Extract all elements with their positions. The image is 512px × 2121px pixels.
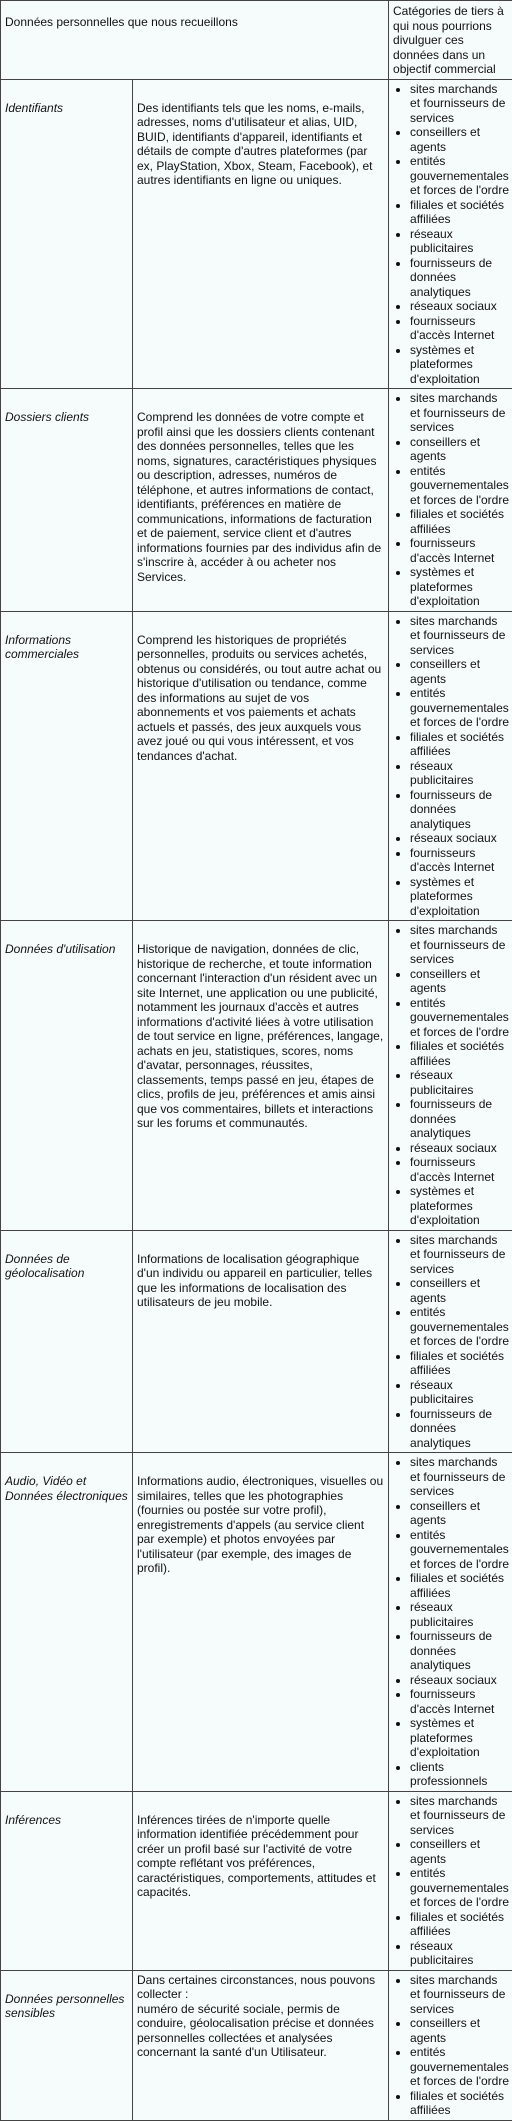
recipient-item: • entités gouvernementales et forces de l'ordre — [410, 154, 510, 198]
recipient-item: • conseillers et agents — [410, 125, 510, 154]
recipient-item: • entités gouvernementales et forces de l'ordre — [410, 996, 510, 1040]
recipient-list — [393, 1973, 510, 2118]
recipient-item: • entités gouvernementales et forces de l'ordre — [410, 464, 510, 508]
recipient-list-cell — [389, 79, 512, 389]
recipient-item: • fournisseurs d'accès Internet — [410, 536, 510, 565]
recipient-list — [393, 1794, 510, 1968]
recipient-item: • conseillers et agents — [410, 1276, 510, 1305]
recipient-item: • fournisseurs d'accès Internet — [410, 1155, 510, 1184]
recipient-item: • fournisseurs de données analytiques — [410, 256, 510, 300]
table-header-row — [1, 1, 512, 80]
recipient-list-cell — [389, 1970, 512, 2120]
recipient-item: • fournisseurs d'accès Internet — [410, 314, 510, 343]
data-category: Informations commerciales — [1, 611, 133, 921]
table-row — [1, 1230, 512, 1453]
data-description: Informations audio, électroniques, visuelles ou similaires, telles que les photographies (fournies ou postée sur votre profil), enregistrements d'appels (au service client par exemple) et photos envoyées par l'utilisateur (par exemple, des images de profil). — [133, 1453, 389, 1792]
recipient-item: • fournisseurs d'accès Internet — [410, 846, 510, 875]
recipient-item: • réseaux publicitaires — [410, 1939, 510, 1968]
recipient-item: • fournisseurs de données analytiques — [410, 1097, 510, 1141]
recipient-item: • filiales et sociétés affiliées — [410, 730, 510, 759]
recipient-item: • conseillers et agents — [410, 1499, 510, 1528]
recipient-list — [393, 1455, 510, 1789]
data-category: Inférences — [1, 1791, 133, 1970]
recipient-item: • réseaux sociaux — [410, 1673, 510, 1688]
recipient-item: • réseaux sociaux — [410, 831, 510, 846]
recipient-list-cell — [389, 389, 512, 612]
table-row — [1, 1791, 512, 1970]
recipient-item: • entités gouvernementales et forces de l'ordre — [410, 1866, 510, 1910]
recipient-item: • entités gouvernementales et forces de l'ordre — [410, 686, 510, 730]
recipient-item: • sites marchands et fournisseurs de services — [410, 1973, 510, 2017]
recipient-item: • entités gouvernementales et forces de l'ordre — [410, 2045, 510, 2089]
table-row — [1, 79, 512, 389]
recipient-item: • systèmes et plateformes d'exploitation — [410, 565, 510, 609]
recipient-item: • conseillers et agents — [410, 967, 510, 996]
recipient-list — [393, 923, 510, 1228]
recipient-item: • fournisseurs de données analytiques — [410, 1407, 510, 1451]
recipient-item: • fournisseurs d'accès Internet — [410, 1687, 510, 1716]
recipient-item: • systèmes et plateformes d'exploitation — [410, 875, 510, 919]
data-category: Données personnelles sensibles — [1, 1970, 133, 2120]
recipient-item: • filiales et sociétés affiliées — [410, 507, 510, 536]
recipient-item: • sites marchands et fournisseurs de services — [410, 391, 510, 435]
data-description: Dans certaines circonstances, nous pouvons collecter : numéro de sécurité sociale, permis de conduire, géolocalisation précise et données personnelles collectées et analysées concernant la santé d'un Utilisateur. — [133, 1970, 389, 2120]
recipient-item: • conseillers et agents — [410, 435, 510, 464]
recipient-item: • systèmes et plateformes d'exploitation — [410, 1184, 510, 1228]
recipient-item: • sites marchands et fournisseurs de services — [410, 82, 510, 126]
recipient-item: • entités gouvernementales et forces de l'ordre — [410, 1528, 510, 1572]
table-row — [1, 611, 512, 921]
recipient-item: • sites marchands et fournisseurs de services — [410, 1794, 510, 1838]
recipient-list — [393, 391, 510, 609]
recipient-item: • réseaux publicitaires — [410, 227, 510, 256]
recipient-item: • réseaux sociaux — [410, 299, 510, 314]
recipient-list — [393, 82, 510, 387]
data-description: Historique de navigation, données de clic, historique de recherche, et toute information concernant l'interaction d'un résident avec un site Internet, une application ou une publicité, notamment les journaux d'accès et autres informations d'activité liées à votre utilisation de tout service en ligne, préférences, langage, achats en jeu, statistiques, scores, noms d'avatar, personnages, réussites, classements, temps passé en jeu, étapes de clics, profils de jeu, préférences et amis ainsi que vos commentaires, billets et interactions sur les forums et communautés. — [133, 921, 389, 1231]
recipient-item: • systèmes et plateformes d'exploitation — [410, 343, 510, 387]
recipient-item: • filiales et sociétés affiliées — [410, 1571, 510, 1600]
header-third-party-categories: Catégories de tiers à qui nous pourrions divulguer ces données dans un objectif commercial — [389, 1, 512, 80]
data-category: Audio, Vidéo et Données électroniques — [1, 1453, 133, 1792]
recipient-item: • fournisseurs de données analytiques — [410, 788, 510, 832]
data-category: Identifiants — [1, 79, 133, 389]
recipient-item: • réseaux publicitaires — [410, 759, 510, 788]
recipient-item: • conseillers et agents — [410, 657, 510, 686]
recipient-item: • conseillers et agents — [410, 1837, 510, 1866]
table-row — [1, 1453, 512, 1792]
data-description: Des identifiants tels que les noms, e-mails, adresses, noms d'utilisateur et alias, UID, BUID, identifiants d'appareil, identifiants et détails de compte d'autres plateformes (par ex, PlayStation, Xbox, Steam, Facebook), et autres identifiants en ligne ou uniques. — [133, 79, 389, 389]
recipient-item: • filiales et sociétés affiliées — [410, 198, 510, 227]
recipient-item: • filiales et sociétés affiliées — [410, 1910, 510, 1939]
recipient-item: • réseaux publicitaires — [410, 1600, 510, 1629]
recipient-item: • filiales et sociétés affiliées — [410, 2089, 510, 2118]
recipient-item: • clients professionnels — [410, 1760, 510, 1789]
recipient-item: • filiales et sociétés affiliées — [410, 1039, 510, 1068]
recipient-list-cell — [389, 1453, 512, 1792]
table-row — [1, 1970, 512, 2120]
header-collected-data: Données personnelles que nous recueillons — [1, 1, 389, 80]
table-row — [1, 921, 512, 1231]
data-description: Inférences tirées de n'importe quelle information identifiée précédemment pour créer un profil basé sur l'activité de votre compte reflétant vos préférences, caractéristiques, comportements, attitudes et capacités. — [133, 1791, 389, 1970]
recipient-item: • sites marchands et fournisseurs de services — [410, 1455, 510, 1499]
data-description: Comprend les données de votre compte et profil ainsi que les dossiers clients contenant des données personnelles, telles que les noms, signatures, caractéristiques physiques ou description, adresses, numéros de téléphone, et autres informations de contact, identifiants, préférences en matière de communications, informations de facturation et de paiement, service client et d'autres informations fournies par des individus afin de s'inscrire à, accéder à ou acheter nos Services. — [133, 389, 389, 612]
recipient-list-cell — [389, 611, 512, 921]
recipient-item: • sites marchands et fournisseurs de services — [410, 1233, 510, 1277]
data-description: Comprend les historiques de propriétés personnelles, produits ou services achetés, obtenus ou considérés, ou tout autre achat ou historique d'utilisation ou tendance, comme des informations au sujet de vos abonnements et vos paiements et achats actuels et passés, des jeux auxquels vous avez joué ou qui vous intéressent, et vos tendances d'achat. — [133, 611, 389, 921]
recipient-list — [393, 614, 510, 919]
recipient-item: • conseillers et agents — [410, 2016, 510, 2045]
data-description: Informations de localisation géographique d'un individu ou appareil en particulier, telles que les informations de localisation des utilisateurs de jeu mobile. — [133, 1230, 389, 1453]
recipient-list-cell — [389, 921, 512, 1231]
recipient-item: • sites marchands et fournisseurs de services — [410, 923, 510, 967]
recipient-item: • fournisseurs de données analytiques — [410, 1629, 510, 1673]
recipient-item: • filiales et sociétés affiliées — [410, 1349, 510, 1378]
recipient-item: • réseaux publicitaires — [410, 1378, 510, 1407]
recipient-item: • réseaux publicitaires — [410, 1068, 510, 1097]
table-body — [1, 79, 512, 2120]
data-category: Dossiers clients — [1, 389, 133, 612]
recipient-item: • sites marchands et fournisseurs de services — [410, 614, 510, 658]
recipient-list — [393, 1233, 510, 1451]
recipient-list-cell — [389, 1791, 512, 1970]
recipient-item: • systèmes et plateformes d'exploitation — [410, 1716, 510, 1760]
recipient-item: • entités gouvernementales et forces de l'ordre — [410, 1305, 510, 1349]
recipient-item: • réseaux sociaux — [410, 1141, 510, 1156]
data-category: Données d'utilisation — [1, 921, 133, 1231]
recipient-list-cell — [389, 1230, 512, 1453]
data-category: Données de géolocalisation — [1, 1230, 133, 1453]
table-row — [1, 389, 512, 612]
